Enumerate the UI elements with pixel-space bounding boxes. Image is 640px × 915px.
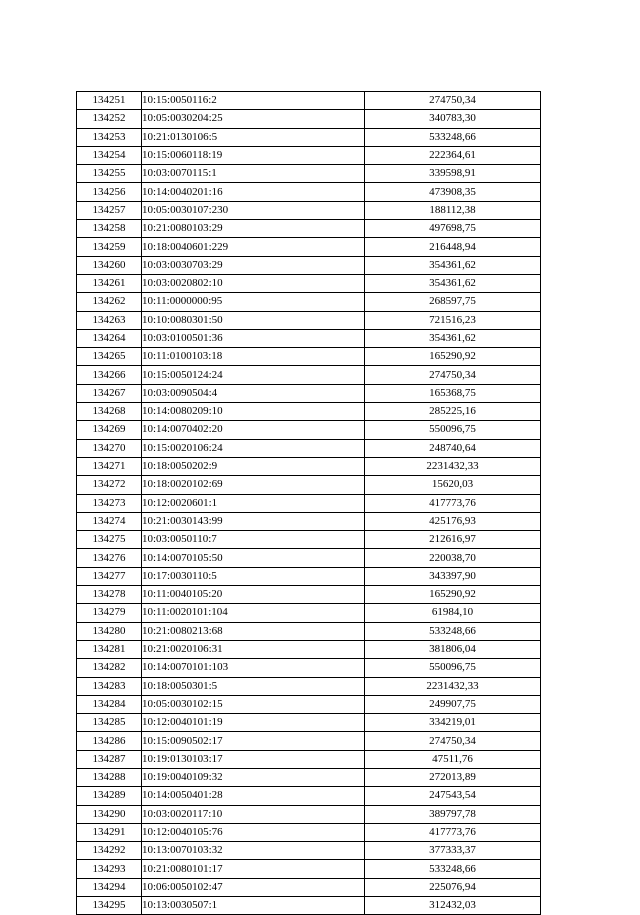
cadastral-number-cell: 10:13:0030507:1	[142, 897, 365, 915]
cadastral-number-cell: 10:21:0020106:31	[142, 640, 365, 658]
row-id-cell: 134289	[77, 787, 142, 805]
table-row	[77, 805, 541, 823]
amount-cell: 225076,94	[365, 878, 541, 896]
amount-cell: 47511,76	[365, 750, 541, 768]
cadastral-number-cell: 10:15:0090502:17	[142, 732, 365, 750]
table-row	[77, 384, 541, 402]
row-id-cell: 134277	[77, 567, 142, 585]
row-id-cell: 134257	[77, 201, 142, 219]
cadastral-number-cell: 10:03:0020802:10	[142, 274, 365, 292]
cadastral-number-cell: 10:11:0100103:18	[142, 348, 365, 366]
amount-cell: 212616,97	[365, 531, 541, 549]
cadastral-number-cell: 10:14:0080209:10	[142, 403, 365, 421]
row-id-cell: 134253	[77, 128, 142, 146]
table-row	[77, 586, 541, 604]
cadastral-number-cell: 10:03:0100501:36	[142, 329, 365, 347]
amount-cell: 389797,78	[365, 805, 541, 823]
row-id-cell: 134295	[77, 897, 142, 915]
amount-cell: 285225,16	[365, 403, 541, 421]
amount-cell: 425176,93	[365, 512, 541, 530]
row-id-cell: 134275	[77, 531, 142, 549]
row-id-cell: 134284	[77, 695, 142, 713]
row-id-cell: 134256	[77, 183, 142, 201]
row-id-cell: 134290	[77, 805, 142, 823]
cadastral-number-cell: 10:03:0090504:4	[142, 384, 365, 402]
row-id-cell: 134276	[77, 549, 142, 567]
amount-cell: 188112,38	[365, 201, 541, 219]
table-row	[77, 768, 541, 786]
table-row	[77, 238, 541, 256]
table-row	[77, 695, 541, 713]
cadastral-number-cell: 10:06:0050102:47	[142, 878, 365, 896]
table-row	[77, 348, 541, 366]
row-id-cell: 134271	[77, 457, 142, 475]
row-id-cell: 134286	[77, 732, 142, 750]
amount-cell: 417773,76	[365, 823, 541, 841]
row-id-cell: 134265	[77, 348, 142, 366]
amount-cell: 340783,30	[365, 110, 541, 128]
cadastral-number-cell: 10:17:0030110:5	[142, 567, 365, 585]
cadastral-number-cell: 10:14:0040201:16	[142, 183, 365, 201]
cadastral-number-cell: 10:15:0060118:19	[142, 146, 365, 164]
amount-cell: 247543,54	[365, 787, 541, 805]
cadastral-number-cell: 10:21:0080103:29	[142, 220, 365, 238]
table-row	[77, 549, 541, 567]
amount-cell: 165368,75	[365, 384, 541, 402]
cadastral-number-cell: 10:15:0050116:2	[142, 92, 365, 110]
row-id-cell: 134294	[77, 878, 142, 896]
row-id-cell: 134258	[77, 220, 142, 238]
table-row	[77, 787, 541, 805]
amount-cell: 334219,01	[365, 714, 541, 732]
cadastral-number-cell: 10:03:0050110:7	[142, 531, 365, 549]
amount-cell: 248740,64	[365, 439, 541, 457]
amount-cell: 2231432,33	[365, 677, 541, 695]
amount-cell: 550096,75	[365, 421, 541, 439]
cadastral-number-cell: 10:03:0020117:10	[142, 805, 365, 823]
amount-cell: 222364,61	[365, 146, 541, 164]
row-id-cell: 134291	[77, 823, 142, 841]
row-id-cell: 134259	[77, 238, 142, 256]
cadastral-number-cell: 10:18:0020102:69	[142, 476, 365, 494]
amount-cell: 272013,89	[365, 768, 541, 786]
table-row	[77, 531, 541, 549]
amount-cell: 533248,66	[365, 128, 541, 146]
row-id-cell: 134279	[77, 604, 142, 622]
amount-cell: 249907,75	[365, 695, 541, 713]
table-row	[77, 92, 541, 110]
cadastral-number-cell: 10:21:0080213:68	[142, 622, 365, 640]
table-row	[77, 201, 541, 219]
table-row	[77, 640, 541, 658]
cadastral-number-cell: 10:05:0030204:25	[142, 110, 365, 128]
amount-cell: 343397,90	[365, 567, 541, 585]
table-row	[77, 878, 541, 896]
row-id-cell: 134282	[77, 659, 142, 677]
table-row	[77, 293, 541, 311]
amount-cell: 354361,62	[365, 274, 541, 292]
table-row	[77, 677, 541, 695]
row-id-cell: 134288	[77, 768, 142, 786]
table-row	[77, 183, 541, 201]
amount-cell: 354361,62	[365, 329, 541, 347]
ledger-table	[76, 91, 541, 915]
row-id-cell: 134274	[77, 512, 142, 530]
table-row	[77, 567, 541, 585]
amount-cell: 312432,03	[365, 897, 541, 915]
table-row	[77, 494, 541, 512]
row-id-cell: 134292	[77, 842, 142, 860]
table-row	[77, 860, 541, 878]
table-row	[77, 165, 541, 183]
row-id-cell: 134273	[77, 494, 142, 512]
amount-cell: 274750,34	[365, 366, 541, 384]
cadastral-number-cell: 10:11:0020101:104	[142, 604, 365, 622]
table-row	[77, 274, 541, 292]
amount-cell: 377333,37	[365, 842, 541, 860]
cadastral-number-cell: 10:14:0070105:50	[142, 549, 365, 567]
row-id-cell: 134260	[77, 256, 142, 274]
ledger-table-body	[77, 92, 541, 915]
table-row	[77, 110, 541, 128]
row-id-cell: 134266	[77, 366, 142, 384]
table-row	[77, 732, 541, 750]
table-row	[77, 750, 541, 768]
cadastral-number-cell: 10:15:0050124:24	[142, 366, 365, 384]
row-id-cell: 134264	[77, 329, 142, 347]
table-row	[77, 403, 541, 421]
cadastral-number-cell: 10:21:0130106:5	[142, 128, 365, 146]
table-row	[77, 512, 541, 530]
table-row	[77, 823, 541, 841]
table-row	[77, 366, 541, 384]
cadastral-number-cell: 10:14:0070101:103	[142, 659, 365, 677]
cadastral-number-cell: 10:19:0040109:32	[142, 768, 365, 786]
amount-cell: 165290,92	[365, 348, 541, 366]
table-row	[77, 476, 541, 494]
cadastral-number-cell: 10:11:0040105:20	[142, 586, 365, 604]
amount-cell: 381806,04	[365, 640, 541, 658]
table-row	[77, 439, 541, 457]
cadastral-number-cell: 10:19:0130103:17	[142, 750, 365, 768]
row-id-cell: 134261	[77, 274, 142, 292]
row-id-cell: 134281	[77, 640, 142, 658]
row-id-cell: 134269	[77, 421, 142, 439]
amount-cell: 216448,94	[365, 238, 541, 256]
cadastral-number-cell: 10:14:0070402:20	[142, 421, 365, 439]
cadastral-number-cell: 10:15:0020106:24	[142, 439, 365, 457]
row-id-cell: 134254	[77, 146, 142, 164]
cadastral-number-cell: 10:21:0030143:99	[142, 512, 365, 530]
row-id-cell: 134262	[77, 293, 142, 311]
table-row	[77, 256, 541, 274]
table-row	[77, 842, 541, 860]
row-id-cell: 134263	[77, 311, 142, 329]
table-row	[77, 659, 541, 677]
table-row	[77, 329, 541, 347]
amount-cell: 354361,62	[365, 256, 541, 274]
amount-cell: 473908,35	[365, 183, 541, 201]
amount-cell: 61984,10	[365, 604, 541, 622]
table-row	[77, 714, 541, 732]
row-id-cell: 134272	[77, 476, 142, 494]
row-id-cell: 134280	[77, 622, 142, 640]
row-id-cell: 134278	[77, 586, 142, 604]
amount-cell: 2231432,33	[365, 457, 541, 475]
amount-cell: 15620,03	[365, 476, 541, 494]
cadastral-number-cell: 10:10:0080301:50	[142, 311, 365, 329]
cadastral-number-cell: 10:13:0070103:32	[142, 842, 365, 860]
row-id-cell: 134255	[77, 165, 142, 183]
cadastral-number-cell: 10:05:0030107:230	[142, 201, 365, 219]
cadastral-number-cell: 10:05:0030102:15	[142, 695, 365, 713]
cadastral-number-cell: 10:12:0040101:19	[142, 714, 365, 732]
cadastral-number-cell: 10:03:0070115:1	[142, 165, 365, 183]
table-row	[77, 622, 541, 640]
row-id-cell: 134270	[77, 439, 142, 457]
row-id-cell: 134251	[77, 92, 142, 110]
amount-cell: 165290,92	[365, 586, 541, 604]
table-row	[77, 128, 541, 146]
cadastral-number-cell: 10:21:0080101:17	[142, 860, 365, 878]
table-row	[77, 311, 541, 329]
cadastral-number-cell: 10:11:0000000:95	[142, 293, 365, 311]
amount-cell: 417773,76	[365, 494, 541, 512]
table-row	[77, 604, 541, 622]
row-id-cell: 134267	[77, 384, 142, 402]
amount-cell: 274750,34	[365, 732, 541, 750]
cadastral-number-cell: 10:12:0020601:1	[142, 494, 365, 512]
amount-cell: 721516,23	[365, 311, 541, 329]
row-id-cell: 134293	[77, 860, 142, 878]
cadastral-number-cell: 10:12:0040105:76	[142, 823, 365, 841]
table-row	[77, 220, 541, 238]
amount-cell: 533248,66	[365, 622, 541, 640]
amount-cell: 550096,75	[365, 659, 541, 677]
amount-cell: 533248,66	[365, 860, 541, 878]
cadastral-number-cell: 10:14:0050401:28	[142, 787, 365, 805]
table-row	[77, 457, 541, 475]
row-id-cell: 134252	[77, 110, 142, 128]
amount-cell: 274750,34	[365, 92, 541, 110]
table-row	[77, 421, 541, 439]
row-id-cell: 134283	[77, 677, 142, 695]
row-id-cell: 134268	[77, 403, 142, 421]
amount-cell: 339598,91	[365, 165, 541, 183]
row-id-cell: 134285	[77, 714, 142, 732]
cadastral-number-cell: 10:18:0050202:9	[142, 457, 365, 475]
table-row	[77, 897, 541, 915]
cadastral-number-cell: 10:18:0040601:229	[142, 238, 365, 256]
amount-cell: 268597,75	[365, 293, 541, 311]
amount-cell: 220038,70	[365, 549, 541, 567]
row-id-cell: 134287	[77, 750, 142, 768]
table-row	[77, 146, 541, 164]
cadastral-number-cell: 10:03:0030703:29	[142, 256, 365, 274]
amount-cell: 497698,75	[365, 220, 541, 238]
cadastral-number-cell: 10:18:0050301:5	[142, 677, 365, 695]
